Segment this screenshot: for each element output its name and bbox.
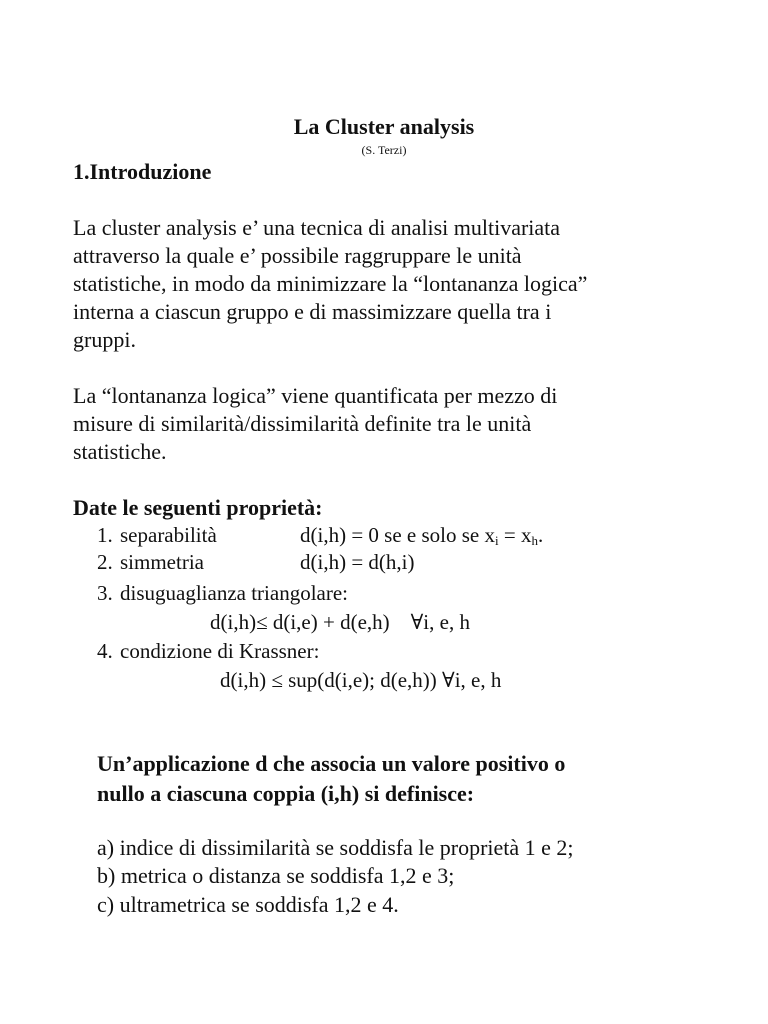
text-line: Un’applicazione d che associa un valore positivo o [97, 751, 566, 776]
property-number: 4. [97, 639, 113, 663]
section-heading: 1.Introduzione [73, 159, 212, 184]
properties-heading: Date le seguenti proprietà: [73, 495, 323, 520]
document-title: La Cluster analysis [293, 114, 475, 139]
text-line: misure di similarità/dissimilarità definite tra le unità [73, 411, 532, 436]
definition-item: c) ultrametrica se soddisfa 1,2 e 4. [97, 892, 399, 917]
definition-item: b) metrica o distanza se soddisfa 1,2 e 3; [97, 863, 455, 888]
text-line: La cluster analysis e’ una tecnica di analisi multivariata [73, 215, 561, 240]
property-formula: d(i,h) = 0 se e solo se $x_i = x_h$. [300, 523, 544, 548]
text-line: gruppi. [73, 327, 136, 352]
property-name: simmetria [120, 550, 204, 574]
definition-item: a) indice di dissimilarità se soddisfa le proprietà 1 e 2; [97, 835, 574, 860]
property-formula: d(i,h) = d(h,i) [300, 550, 415, 574]
property-formula: d(i,h) ≤ sup(d(i,e); d(e,h)) ∀i, e, h [220, 668, 502, 692]
text-line: statistiche, in modo da minimizzare la “lontananza logica” [73, 271, 588, 296]
property-name: condizione di Krassner: [120, 639, 320, 663]
property-number: 3. [97, 581, 113, 605]
property-number: 1. [97, 523, 113, 547]
property-formula: d(i,h)≤ d(i,e) + d(e,h) ∀i, e, h [210, 610, 470, 634]
text-line: attraverso la quale e’ possibile raggruppare le unità [73, 243, 522, 268]
property-name: disuguaglianza triangolare: [120, 581, 348, 605]
text-line: statistiche. [73, 439, 167, 464]
text-line: interna a ciascun gruppo e di massimizzare quella tra i [73, 299, 552, 324]
property-number: 2. [97, 550, 113, 574]
text-line: nullo a ciascuna coppia (i,h) si definisce: [97, 781, 475, 806]
document-author: (S. Terzi) [361, 143, 407, 157]
text-line: La “lontananza logica” viene quantificata per mezzo di [73, 383, 558, 408]
property-name: separabilità [120, 523, 217, 547]
